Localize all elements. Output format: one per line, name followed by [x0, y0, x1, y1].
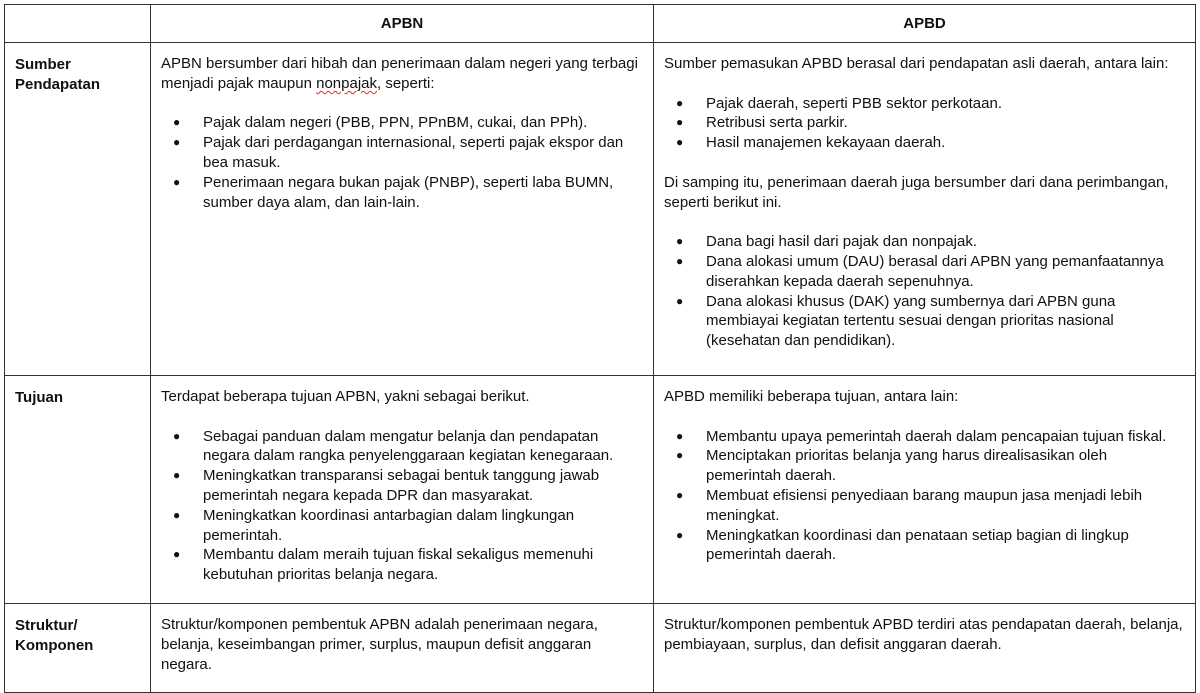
cell-intro: Terdapat beberapa tujuan APBN, yakni sebagai berikut.	[161, 388, 530, 405]
list-item: ● Meningkatkan koordinasi dan penataan setiap bagian di lingkup pemerintah daerah.	[664, 526, 1185, 566]
list-item: ● Dana alokasi umum (DAU) berasal dari APBN yang pemanfaatannya diserahkan kepada daerah sepenuhnya.	[664, 252, 1185, 292]
list-item: ● Menciptakan prioritas belanja yang harus direalisasikan oleh pemerintah daerah.	[664, 446, 1185, 486]
apbd-tujuan-cell	[654, 376, 1196, 604]
list-item: ● Membantu dalam meraih tujuan fiskal sekaligus memenuhi kebutuhan prioritas belanja negara.	[161, 545, 643, 585]
apbd-struktur-cell	[654, 604, 1196, 693]
list-item: ● Membantu upaya pemerintah daerah dalam pencapaian tujuan fiskal.	[664, 427, 1185, 447]
list-item: ● Pajak daerah, seperti PBB sektor perkotaan.	[664, 94, 1185, 114]
list-item: ● Retribusi serta parkir.	[664, 113, 1185, 133]
list-item: ● Sebagai panduan dalam mengatur belanja dan pendapatan negara dalam rangka penyelenggaraan kegiatan kenegaraan.	[161, 427, 643, 467]
list-item: ● Meningkatkan transparansi sebagai bentuk tanggung jawab pemerintah negara kepada DPR dan masyarakat.	[161, 466, 643, 506]
cell-intro	[161, 54, 643, 94]
row-tujuan	[5, 376, 1196, 604]
intro-text-end: , seperti:	[377, 74, 435, 92]
cell-text: Struktur/komponen pembentuk APBN adalah penerimaan negara, belanja, keseimbangan primer, surplus, maupun defisit anggaran negara.	[161, 616, 598, 673]
list-item: ● Dana alokasi khusus (DAK) yang sumbernya dari APBN guna membiayai kegiatan tertentu sesuai dengan prioritas nasional (kesehatan dan pendidikan).	[664, 292, 1185, 351]
bullet-list	[161, 427, 643, 585]
cell-text: Struktur/komponen pembentuk APBD terdiri atas pendapatan daerah, belanja, pembiayaan, surplus, dan defisit anggaran daerah.	[664, 616, 1183, 653]
list-item: ● Dana bagi hasil dari pajak dan nonpajak.	[664, 232, 1185, 252]
cell-intro: APBD memiliki beberapa tujuan, antara lain:	[664, 388, 959, 405]
header-empty-cell	[5, 5, 151, 43]
apbn-sumber-cell	[151, 43, 654, 376]
bullet-list	[664, 94, 1185, 153]
row-label: Struktur/ Komponen	[5, 604, 151, 693]
comparison-table	[4, 4, 1196, 693]
list-item: ● Meningkatkan koordinasi antarbagian dalam lingkungan pemerintah.	[161, 506, 643, 546]
row-struktur-komponen	[5, 604, 1196, 693]
bullet-list-2	[664, 232, 1185, 351]
apbn-struktur-cell	[151, 604, 654, 693]
apbd-sumber-cell	[654, 43, 1196, 376]
header-row	[5, 5, 1196, 43]
list-item: ● Pajak dalam negeri (PBB, PPN, PPnBM, cukai, dan PPh).	[161, 113, 643, 133]
spellcheck-marked-word: nonpajak	[316, 74, 377, 92]
list-item: ● Pajak dari perdagangan internasional, seperti pajak ekspor dan bea masuk.	[161, 133, 643, 173]
header-apbn: APBN	[151, 5, 654, 43]
list-item: ● Penerimaan negara bukan pajak (PNBP), seperti laba BUMN, sumber daya alam, dan lain-lain.	[161, 173, 643, 213]
row-label: Tujuan	[5, 376, 151, 604]
list-item: ● Membuat efisiensi penyediaan barang maupun jasa menjadi lebih meningkat.	[664, 486, 1185, 526]
bullet-list	[161, 113, 643, 212]
row-label: Sumber Pendapatan	[5, 43, 151, 376]
cell-intro-2: Di samping itu, penerimaan daerah juga bersumber dari dana perimbangan, seperti berikut ini.	[664, 173, 1169, 211]
bullet-list	[664, 427, 1185, 566]
list-item: ● Hasil manajemen kekayaan daerah.	[664, 133, 1185, 153]
intro-text: APBN bersumber dari hibah dan penerimaan dalam negeri yang terbagi menjadi pajak maupun	[161, 55, 638, 92]
row-sumber-pendapatan	[5, 43, 1196, 376]
cell-intro: Sumber pemasukan APBD berasal dari pendapatan asli daerah, antara lain:	[664, 55, 1169, 72]
header-apbd: APBD	[654, 5, 1196, 43]
apbn-tujuan-cell	[151, 376, 654, 604]
